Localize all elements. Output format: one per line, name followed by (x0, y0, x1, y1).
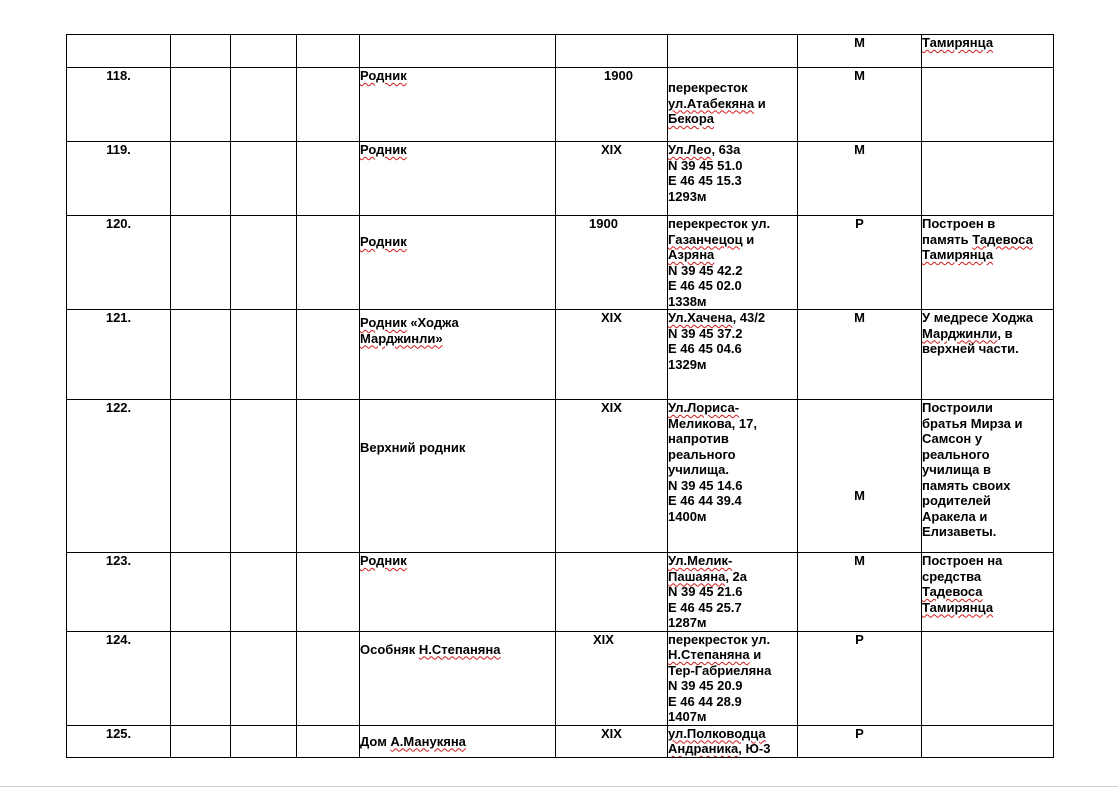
table-row (67, 35, 1054, 68)
empty-cell (171, 142, 231, 216)
table-row (67, 68, 1054, 142)
date-cell (556, 216, 668, 310)
text-line: N 39 45 42.2 (668, 262, 743, 278)
note-cell (922, 725, 1054, 757)
text-line: ул.Полководца (668, 725, 766, 741)
text-line: Ул.Мелик- (668, 553, 733, 568)
text-line: Газанчецоц и (668, 231, 755, 247)
text-line: Тер-Габриеляна (668, 662, 772, 678)
empty-cell (297, 35, 360, 68)
empty-cell (171, 35, 231, 68)
row-number-cell (67, 310, 171, 400)
text-line: Ул.Хачена, 43/2 (668, 310, 766, 325)
type-cell (798, 553, 922, 632)
address-cell (668, 68, 798, 142)
row-number-cell (67, 68, 171, 142)
row-number: 122. (105, 400, 132, 415)
type-value: М (854, 68, 865, 83)
row-number: 119. (106, 142, 131, 157)
empty-cell (231, 68, 297, 142)
address-cell (668, 310, 798, 400)
table-body (67, 35, 1054, 758)
text-line: Родник (360, 234, 407, 249)
text-line: Тадевоса (922, 584, 983, 599)
date-cell (556, 400, 668, 553)
text-line: реального (668, 446, 736, 462)
text-line: верхней части. (922, 341, 1019, 356)
empty-cell (171, 400, 231, 553)
type-value: Р (855, 216, 864, 231)
type-cell (798, 35, 922, 68)
type-cell (798, 68, 922, 142)
empty-cell (231, 310, 297, 400)
text-line: 1329м (668, 356, 707, 372)
table-row (67, 725, 1054, 757)
address-cell (668, 631, 798, 725)
text-line: Построен в (922, 216, 996, 231)
type-value: М (854, 142, 865, 157)
text-line: E 46 45 25.7 (668, 599, 742, 615)
text-line: E 46 45 02.0 (668, 278, 742, 293)
row-number: 118. (106, 68, 131, 83)
date-value: XIX (593, 631, 614, 647)
text-line: Дом А.Манукяна (360, 733, 466, 749)
date-cell (556, 553, 668, 632)
empty-cell (297, 142, 360, 216)
text-line: N 39 45 14.6 (668, 477, 743, 493)
text-line: Родник (360, 142, 407, 157)
text-line: Пашаяна, 2а (668, 568, 747, 584)
type-value: М (854, 310, 865, 325)
date-cell (556, 142, 668, 216)
date-cell (556, 310, 668, 400)
empty-cell (171, 631, 231, 725)
text-line: 1400м (668, 508, 707, 524)
text-line: родителей (922, 493, 991, 508)
page-bottom-divider (0, 786, 1118, 787)
empty-cell (297, 310, 360, 400)
empty-cell (231, 631, 297, 725)
text-line: Особняк Н.Степаняна (360, 641, 501, 657)
address-cell (668, 553, 798, 632)
text-line: Андраника, Ю-3 (668, 741, 771, 756)
table-row (67, 216, 1054, 310)
note-cell (922, 631, 1054, 725)
text-line: N 39 45 51.0 (668, 157, 743, 173)
type-cell (798, 725, 922, 757)
text-line: E 46 45 15.3 (668, 173, 742, 188)
date-value: XIX (601, 400, 622, 415)
date-value: XIX (601, 725, 622, 741)
type-value: М (854, 553, 865, 568)
monuments-table (66, 34, 1054, 758)
text-line: Верхний родник (360, 440, 466, 455)
text-line: училища в (922, 462, 991, 477)
note-cell (922, 400, 1054, 553)
empty-cell (297, 400, 360, 553)
type-cell (798, 631, 922, 725)
type-cell (798, 216, 922, 310)
text-line: Аракела и (922, 508, 988, 524)
address-cell (668, 142, 798, 216)
text-line: память своих (922, 477, 1011, 493)
date-value: 1900 (589, 216, 618, 231)
type-cell (798, 310, 922, 400)
name-cell (360, 142, 556, 216)
type-value: Р (855, 725, 864, 741)
text-line: Азряна (668, 247, 715, 262)
note-cell (922, 68, 1054, 142)
empty-cell (171, 725, 231, 757)
date-cell (556, 631, 668, 725)
address-cell (668, 725, 798, 757)
name-cell (360, 68, 556, 142)
row-number-cell (67, 216, 171, 310)
type-cell (798, 142, 922, 216)
empty-cell (231, 216, 297, 310)
name-cell (360, 553, 556, 632)
empty-cell (171, 310, 231, 400)
text-line: напротив (668, 431, 729, 446)
type-value: М (854, 35, 865, 50)
table-row (67, 631, 1054, 725)
note-cell (922, 142, 1054, 216)
text-line: Построен на (922, 553, 1003, 568)
text-line: N 39 45 20.9 (668, 678, 743, 693)
text-line: Тамирянца (922, 35, 994, 50)
row-number: 123. (105, 553, 132, 568)
text-line: E 46 44 28.9 (668, 693, 742, 709)
text-line: братья Мирза и (922, 415, 1023, 431)
address-cell (668, 400, 798, 553)
row-number: 120. (105, 216, 132, 231)
text-line: Тамирянца (922, 599, 994, 615)
text-line: Самсон у (922, 431, 983, 446)
text-line: средства (922, 568, 982, 584)
text-line: Тамирянца (922, 247, 994, 262)
note-cell (922, 216, 1054, 310)
text-line: Родник «Ходжа (360, 315, 459, 330)
empty-cell (297, 216, 360, 310)
empty-cell (231, 35, 297, 68)
text-line: 1287м (668, 615, 707, 630)
text-line: N 39 45 21.6 (668, 584, 743, 599)
empty-cell (297, 68, 360, 142)
row-number-cell (67, 553, 171, 632)
name-cell (360, 216, 556, 310)
text-line: Построили (922, 400, 993, 415)
empty-cell (297, 631, 360, 725)
text-line: Марджинли» (360, 330, 443, 346)
date-value: 1900 (604, 68, 633, 83)
date-cell (556, 725, 668, 757)
text-line: E 46 45 04.6 (668, 341, 742, 356)
text-line: перекресток ул. (668, 216, 771, 231)
text-line: Родник (360, 68, 407, 83)
text-line: 1293м (668, 188, 707, 204)
note-cell (922, 553, 1054, 632)
text-line: Ул.Лориса- (668, 400, 740, 415)
text-line: Бекора (668, 111, 715, 126)
text-line: Ул.Лео, 63а (668, 142, 741, 157)
type-value: М (854, 488, 865, 503)
date-cell (556, 35, 668, 68)
text-line: N 39 45 37.2 (668, 325, 743, 341)
date-value: XIX (601, 142, 622, 157)
empty-cell (297, 725, 360, 757)
empty-cell (297, 553, 360, 632)
text-line: память Тадевоса (922, 231, 1033, 247)
empty-cell (231, 725, 297, 757)
text-line: Меликова, 17, (668, 415, 757, 431)
row-number: 124. (105, 631, 132, 647)
row-number: 125. (105, 725, 132, 741)
empty-cell (171, 216, 231, 310)
table-row (67, 142, 1054, 216)
name-cell (360, 631, 556, 725)
empty-cell (231, 553, 297, 632)
text-line: E 46 44 39.4 (668, 493, 742, 508)
empty-cell (231, 142, 297, 216)
row-number-cell (67, 400, 171, 553)
text-line: 1407м (668, 709, 707, 724)
text-line: перекресток ул. (668, 631, 771, 647)
date-cell (556, 68, 668, 142)
text-line: реального (922, 446, 990, 462)
type-cell (798, 400, 922, 553)
row-number-cell (67, 142, 171, 216)
row-number: 121. (105, 310, 132, 325)
name-cell (360, 35, 556, 68)
row-number-cell (67, 725, 171, 757)
table-row (67, 553, 1054, 632)
text-line: перекресток (668, 80, 748, 95)
text-line: 1338м (668, 293, 707, 309)
table-row (67, 310, 1054, 400)
text-line: Родник (360, 553, 407, 568)
name-cell (360, 400, 556, 553)
text-line: ул.Атабекяна и (668, 95, 766, 111)
name-cell (360, 725, 556, 757)
text-line: У медресе Ходжа (922, 310, 1033, 325)
address-cell (668, 35, 798, 68)
text-line: Н.Степаняна и (668, 647, 762, 662)
empty-cell (231, 400, 297, 553)
text-line: училища. (668, 462, 729, 477)
row-number-cell (67, 35, 171, 68)
empty-cell (171, 553, 231, 632)
type-value: Р (855, 631, 864, 647)
table-row (67, 400, 1054, 553)
address-cell (668, 216, 798, 310)
date-value: XIX (601, 310, 622, 325)
name-cell (360, 310, 556, 400)
text-line: Елизаветы. (922, 524, 997, 539)
note-cell (922, 35, 1054, 68)
note-cell (922, 310, 1054, 400)
empty-cell (171, 68, 231, 142)
row-number-cell (67, 631, 171, 725)
text-line: Марджинли, в (922, 325, 1013, 341)
